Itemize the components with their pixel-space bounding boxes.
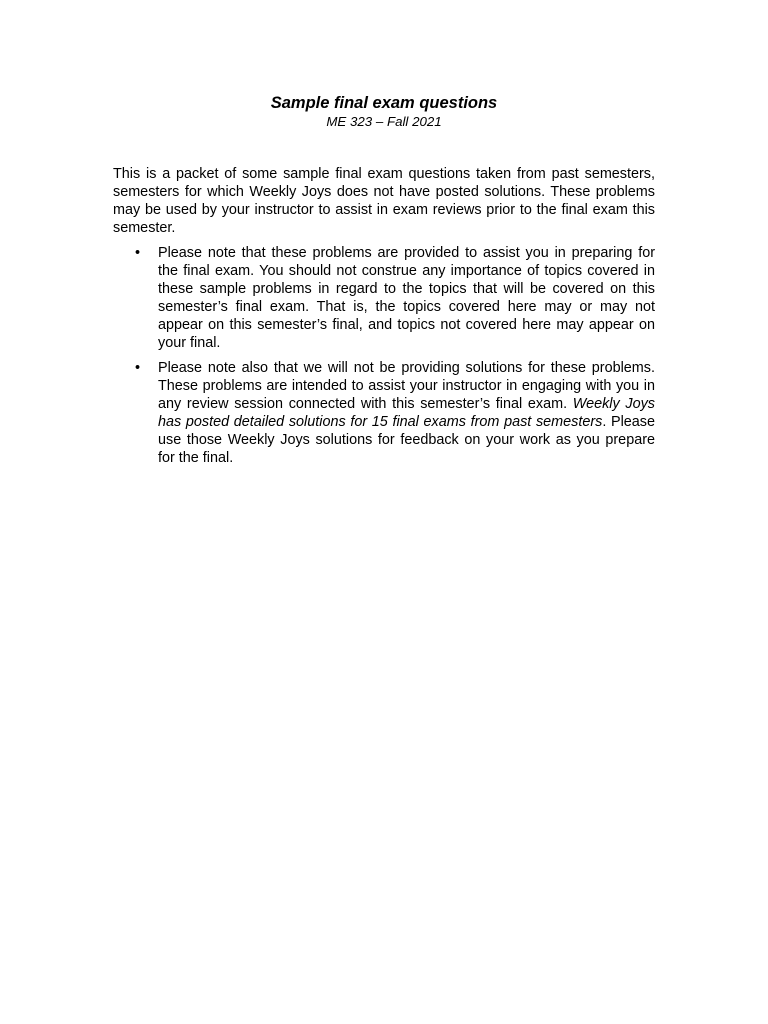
document-subtitle: ME 323 – Fall 2021 bbox=[326, 114, 442, 129]
notes-list bbox=[113, 245, 655, 476]
intro-paragraph: This is a packet of some sample final exam questions taken from past semesters, semesters for which Weekly Joys does not have posted solutions. These problems may be used by your instructor to assist in exam reviews prior to the final exam this semester. bbox=[113, 166, 655, 236]
list-item-text-end: . Please use those Weekly Joys solutions for feedback on your work as you prepare for the final. bbox=[158, 414, 656, 466]
list-item bbox=[113, 245, 655, 352]
list-item-text: Please note also that we will not be providing solutions for these problems. These problems are intended to assist your instructor in engaging with you in any review session connected with this semester’s final exam. bbox=[158, 360, 655, 413]
bullet-icon: • bbox=[135, 245, 141, 261]
bullet-icon: • bbox=[135, 360, 141, 377]
list-item-text: Please note that these problems are provided to assist you in preparing for the final exam. You should not construe any importance of topics covered in these sample problems in regard to the topics that will be covered on this semester’s final exam. That is, the topics covered here may or may not appear on this semester’s final, and topics not covered here may appear on your final. bbox=[158, 245, 655, 351]
document-title: Sample final exam questions bbox=[270, 94, 498, 112]
list-item bbox=[113, 360, 655, 467]
list-item-emphasis: Weekly Joys has posted detailed solutions for 15 final exams from past semesters bbox=[158, 396, 655, 431]
